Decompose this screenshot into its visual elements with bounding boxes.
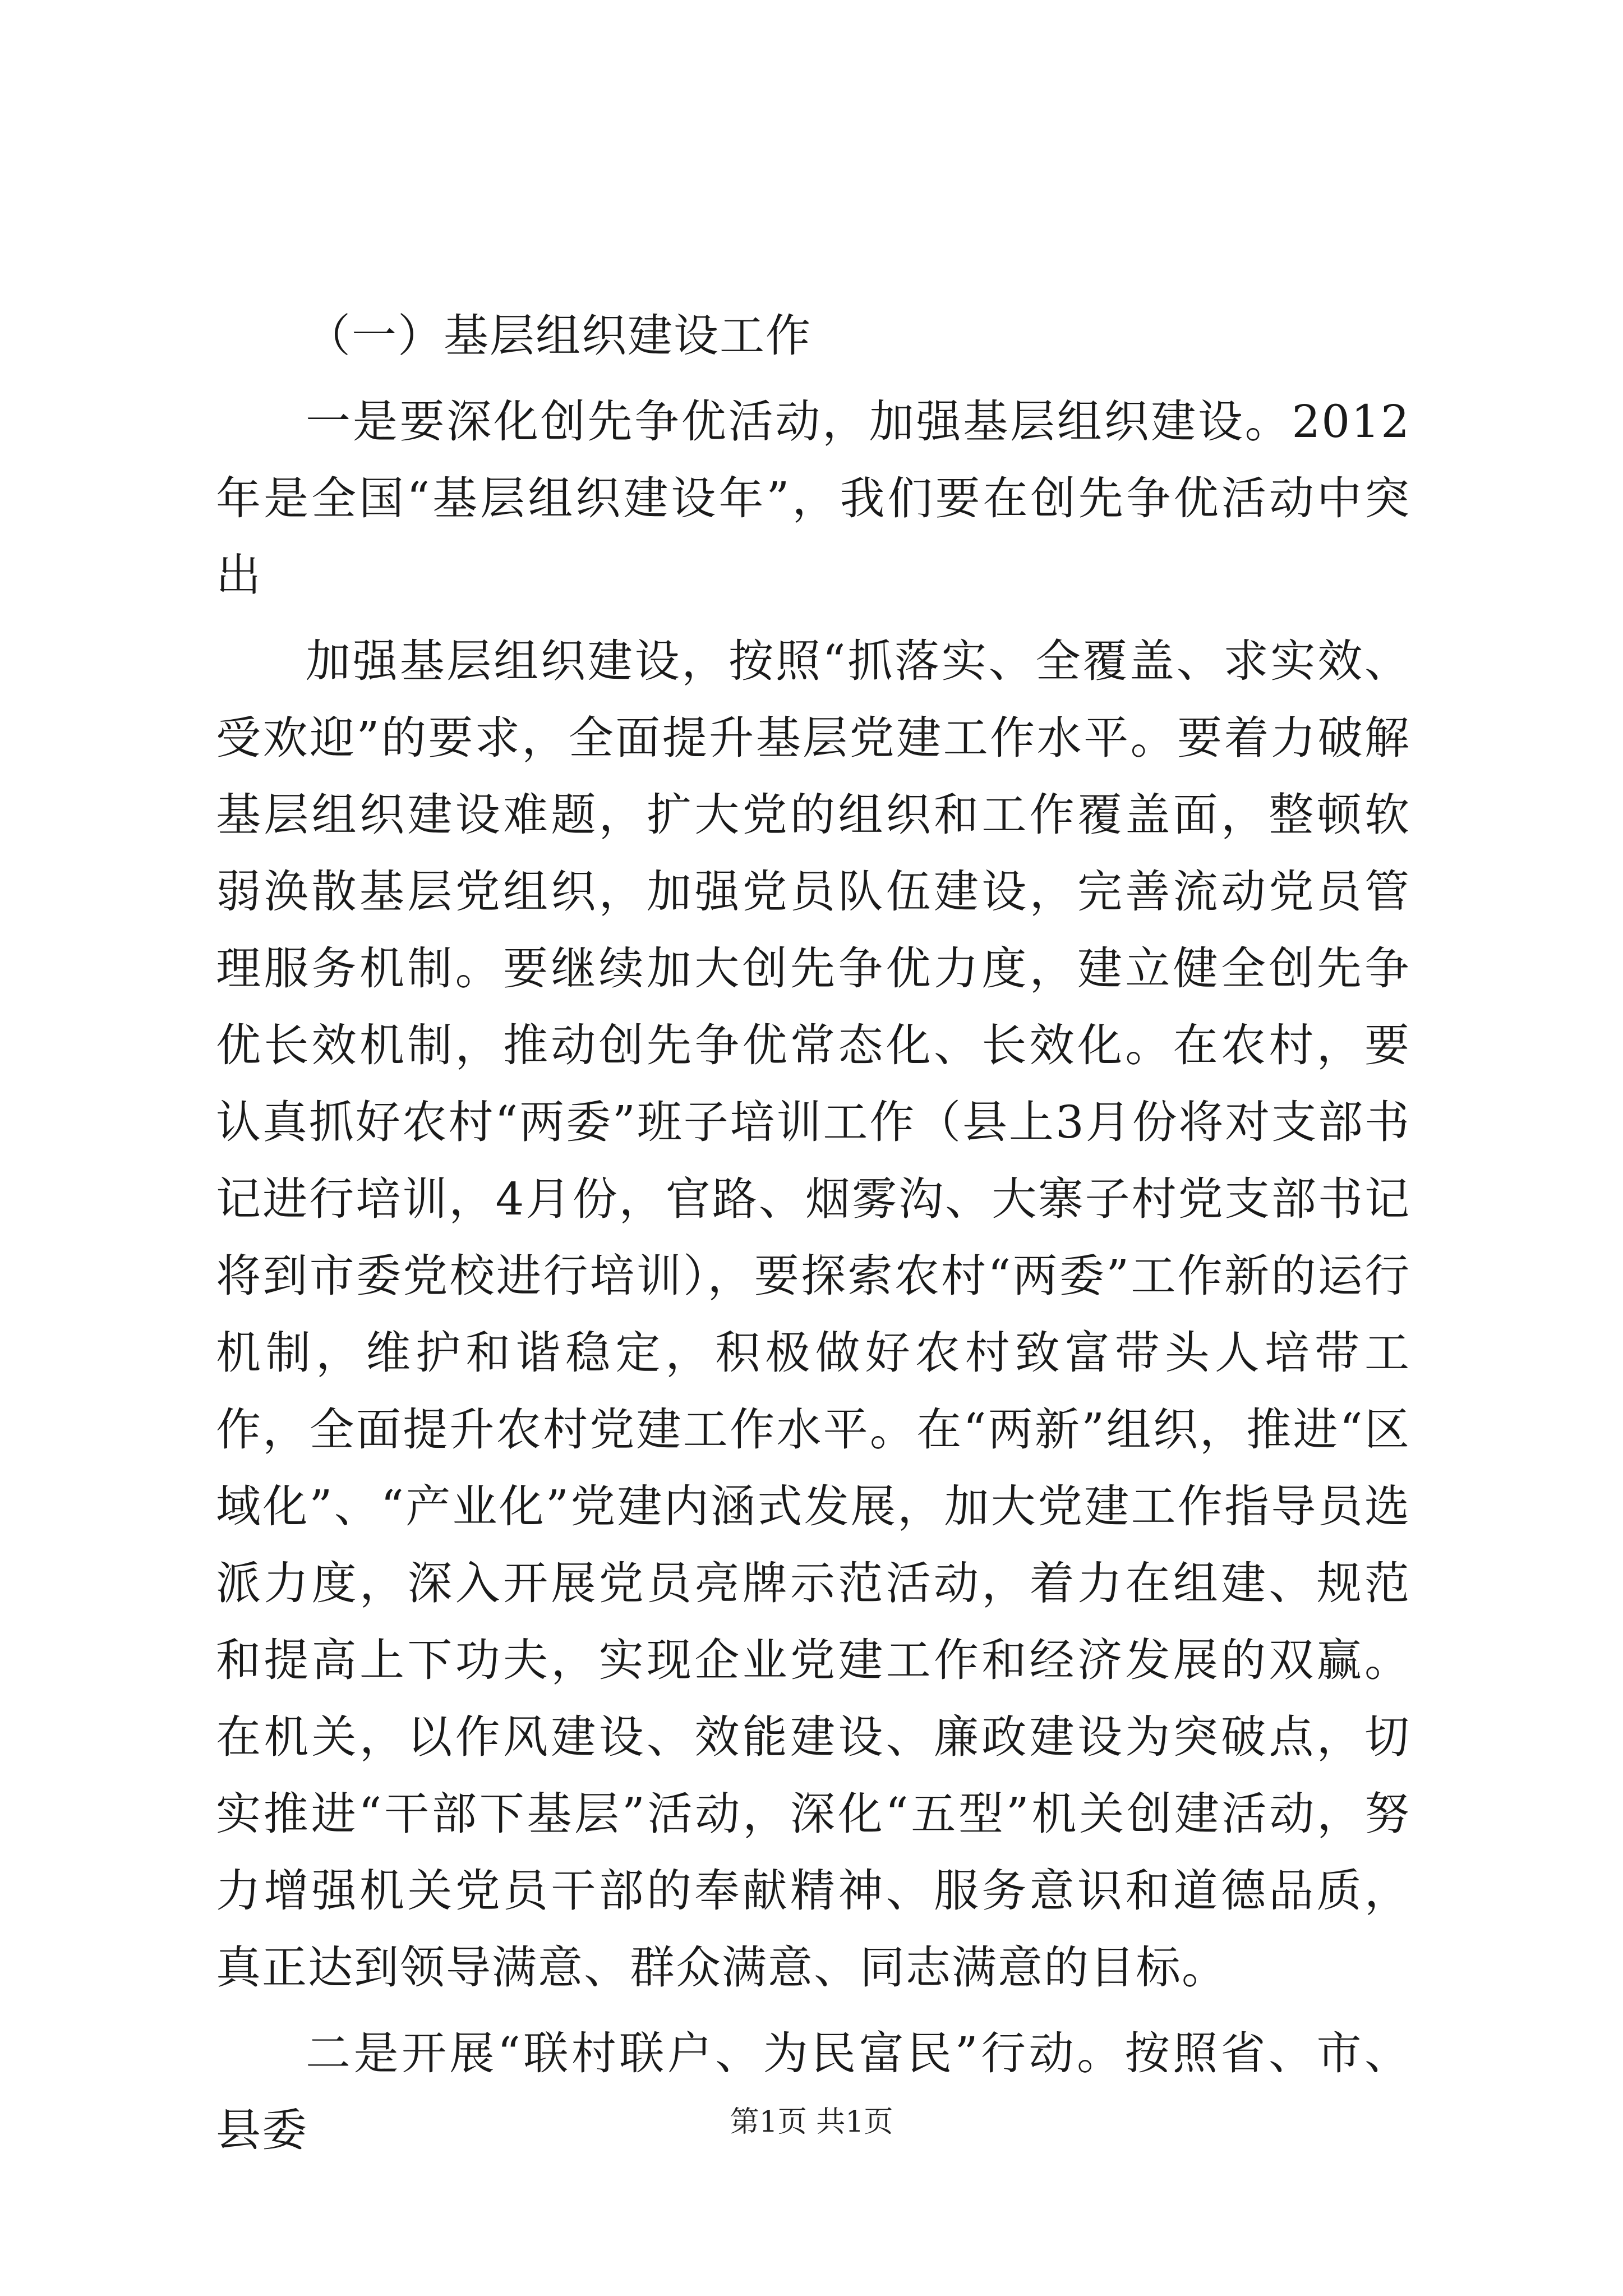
section-heading: （一）基层组织建设工作 xyxy=(306,310,811,362)
document-body xyxy=(216,297,1410,2169)
paragraph-1: 一是要深化创先争优活动，加强基层组织建设。2012年是全国“基层组织建设年”，我们要在创先争优活动中突出 xyxy=(216,395,1410,601)
page-footer: 第1页 共1页 xyxy=(730,2105,893,2139)
paragraph-3: 二是开展“联村联户、为民富民”行动。按照省、市、县委 xyxy=(216,2027,1410,2156)
paragraph-2: 加强基层组织建设，按照“抓落实、全覆盖、求实效、受欢迎”的要求，全面提升基层党建工作水平。要着力破解基层组织建设难题，扩大党的组织和工作覆盖面，整顿软弱涣散基层党组织，加强党员队伍建设，完善流动党员管理服务机制。要继续加大创先争优力度，建立健全创先争优长效机制，推动创先争优常态化、长效化。在农村，要认真抓好农村“两委”班子培训工作（县上3月份将对支部书记进行培训，4月份，官路、烟雾沟、大寨子村党支部书记将到市委党校进行培训），要探索农村“两委”工作新的运行机制，维护和谐稳定，积极做好农村致富带头人培带工作，全面提升农村党建工作水平。在“两新”组织，推进“区域化”、“产业化”党建内涵式发展，加大党建工作指导员选派力度，深入开展党员亮牌示范活动，着力在组建、规范和提高上下功夫，实现企业党建工作和经济发展的双赢。在机关，以作风建设、效能建设、廉政建设为突破点，切实推进“干部下基层”活动，深化“五型”机关创建活动，努力增强机关党员干部的奉献精神、服务意识和道德品质，真正达到领导满意、群众满意、同志满意的目标。 xyxy=(216,635,1410,1994)
